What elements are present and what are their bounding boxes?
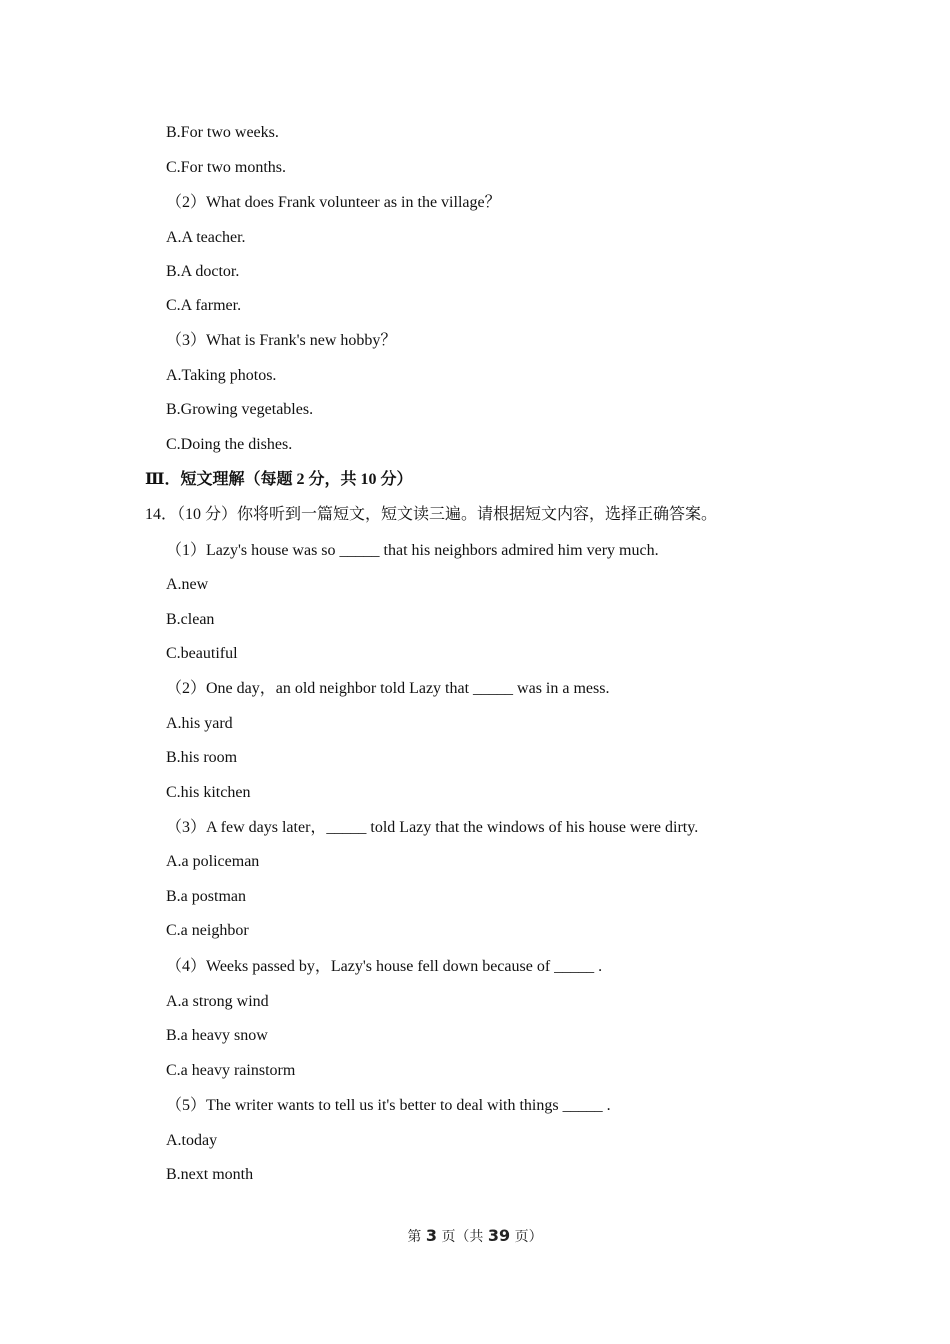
question-stem-3: （3）What is Frank's new hobby？ (166, 332, 397, 349)
q14-stem-2: （2）One day，an old neighbor told Lazy that _____ was in a mess. (166, 680, 610, 697)
option-b: B.a postman (166, 888, 246, 905)
option-a: A.A teacher. (166, 229, 246, 246)
footer-prefix: 第 (407, 1229, 422, 1245)
total-pages: 39 (487, 1226, 511, 1245)
q14-stem-4: （4）Weeks passed by，Lazy's house fell down because of _____ . (166, 958, 603, 975)
option-c: C.a heavy rainstorm (166, 1062, 296, 1079)
option-b: B.next month (166, 1166, 254, 1183)
page-number: 3 (425, 1226, 437, 1245)
question-14-intro: 14．（10 分）你将听到一篇短文，短文读三遍。请根据短文内容，选择正确答案。 (145, 506, 718, 523)
option-a: A.his yard (166, 715, 233, 732)
question-stem-2: （2）What does Frank volunteer as in the village？ (166, 194, 501, 211)
option-a: A.Taking photos. (166, 367, 277, 384)
option-a: A.a policeman (166, 853, 260, 870)
option-a: A.a strong wind (166, 993, 269, 1010)
q14-stem-1: （1）Lazy's house was so _____ that his neighbors admired him very much. (166, 542, 659, 559)
option-c: C.Doing the dishes. (166, 436, 293, 453)
option-c: C.a neighbor (166, 922, 249, 939)
option-b: B.A doctor. (166, 263, 240, 280)
page-footer (0, 1226, 950, 1247)
option-b: B.clean (166, 611, 215, 628)
option-c: C.his kitchen (166, 784, 251, 801)
option-a: A.today (166, 1132, 218, 1149)
option-a: A.new (166, 576, 209, 593)
option-b: B.Growing vegetables. (166, 401, 314, 418)
footer-suffix: 页） (514, 1229, 543, 1245)
option-b: B.For two weeks. (166, 124, 279, 141)
option-c: C.beautiful (166, 645, 238, 662)
q14-stem-5: （5）The writer wants to tell us it's better to deal with things _____ . (166, 1097, 611, 1114)
option-c: C.For two months. (166, 159, 287, 176)
option-c: C.A farmer. (166, 297, 242, 314)
section-heading: Ⅲ．短文理解（每题 2 分，共 10 分） (145, 471, 413, 488)
option-b: B.his room (166, 749, 238, 766)
q14-stem-3: （3）A few days later，_____ told Lazy that the windows of his house were dirty. (166, 819, 699, 836)
option-b: B.a heavy snow (166, 1027, 268, 1044)
footer-mid: 页（共 (441, 1229, 484, 1245)
